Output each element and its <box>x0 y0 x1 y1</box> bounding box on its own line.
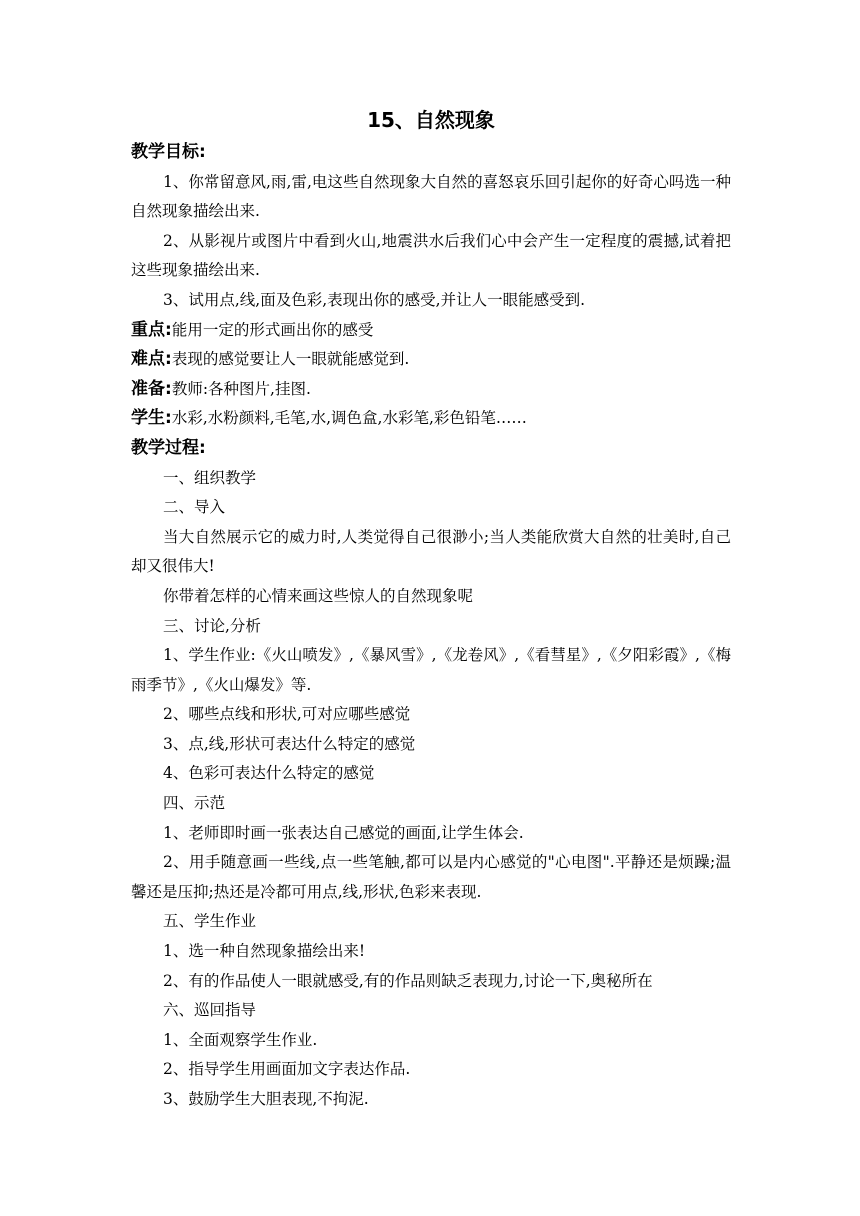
key-point-text: 能用一定的形式画出你的感受 <box>171 320 374 339</box>
key-point <box>131 316 731 346</box>
difficulty-label: 难点: <box>131 349 172 370</box>
preparation-text: 教师:各种图片,挂图. <box>171 379 311 398</box>
students-text: 水彩,水粉颜料,毛笔,水,调色盒,水彩笔,彩色铅笔…… <box>171 409 527 428</box>
process-line-10: 四、示范 <box>163 794 226 813</box>
difficulty-text: 表现的感觉要让人一眼就能感觉到. <box>171 350 410 369</box>
students-label: 学生: <box>131 408 172 429</box>
document-title: 15、自然现象 <box>367 108 495 132</box>
process-line-5: 三、讨论,分析 <box>163 616 261 635</box>
objectives-heading: 教学目标: <box>131 142 206 162</box>
preparation-label: 准备: <box>131 378 172 399</box>
process-line-1: 一、组织教学 <box>163 468 257 487</box>
process-line-14: 1、选一种自然现象描绘出来! <box>163 942 366 961</box>
difficulty <box>131 345 731 375</box>
preparation <box>131 375 731 405</box>
objective-2: 2、从影视片或图片中看到火山,地震洪水后我们心中会产生一定程度的震撼,试着把这些现象描绘出来. <box>131 231 731 280</box>
objective-1: 1、你常留意风,雨,雷,电这些自然现象大自然的喜怒哀乐回引起你的好奇心吗选一种自然现象描绘出来. <box>131 172 731 221</box>
process-line-9: 4、色彩可表达什么特定的感觉 <box>163 764 375 783</box>
key-point-label: 重点: <box>131 319 172 340</box>
process-line-18: 2、指导学生用画面加文字表达作品. <box>163 1060 411 1079</box>
students-materials <box>131 404 731 434</box>
process-line-6: 1、学生作业:《火山喷发》,《暴风雪》,《龙卷风》,《看彗星》,《夕阳彩霞》,《梅雨季节》,《火山爆发》等. <box>131 646 731 694</box>
process-line-16: 六、巡回指导 <box>163 1001 257 1020</box>
process-line-17: 1、全面观察学生作业. <box>163 1030 318 1049</box>
document-content <box>131 104 731 1115</box>
process-line-2: 二、导入 <box>163 498 226 517</box>
process-line-4: 你带着怎样的心情来画这些惊人的自然现象呢 <box>163 586 474 605</box>
process-heading: 教学过程: <box>131 437 206 458</box>
process-line-7: 2、哪些点线和形状,可对应哪些感觉 <box>163 705 411 724</box>
process-line-12: 2、用手随意画一些线,点一些笔触,都可以是内心感觉的"心电图".平静还是烦躁;温馨还是压抑;热还是冷都可用点,线,形状,色彩来表现. <box>131 853 731 901</box>
process-line-15: 2、有的作品使人一眼就感受,有的作品则缺乏表现力,讨论一下,奥秘所在 <box>163 971 653 990</box>
objective-3: 3、试用点,线,面及色彩,表现出你的感受,并让人一眼能感受到. <box>163 290 585 309</box>
process-line-19: 3、鼓励学生大胆表现,不拘泥. <box>163 1090 369 1108</box>
process-line-11: 1、老师即时画一张表达自己感觉的画面,让学生体会. <box>163 823 524 842</box>
process-line-3: 当大自然展示它的威力时,人类觉得自己很渺小;当人类能欣赏大自然的壮美时,自己却又很伟大! <box>131 527 731 576</box>
process-line-13: 五、学生作业 <box>163 912 257 931</box>
process-line-8: 3、点,线,形状可表达什么特定的感觉 <box>163 734 416 753</box>
